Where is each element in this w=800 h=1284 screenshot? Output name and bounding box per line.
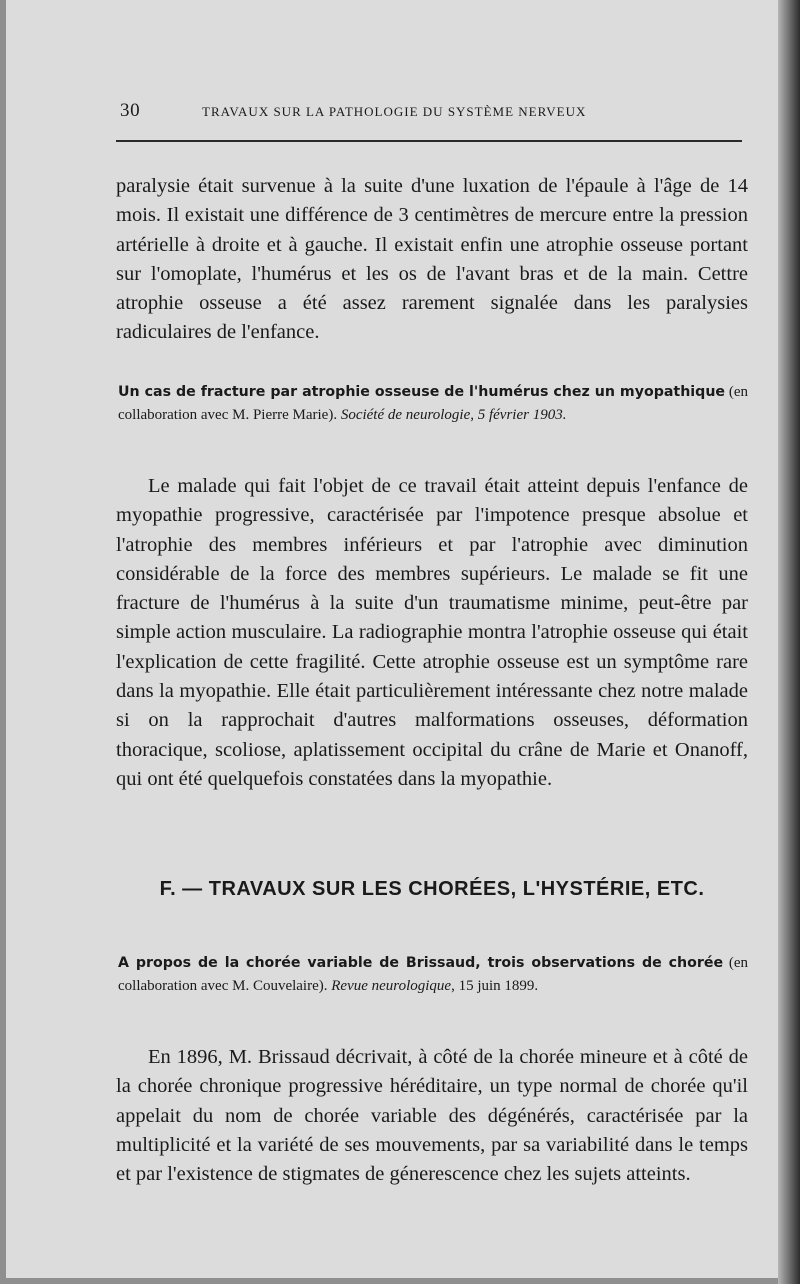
- page-header: [116, 100, 756, 122]
- running-title: TRAVAUX SUR LA PATHOLOGIE DU SYSTÈME NERVEUX: [202, 104, 587, 119]
- reference-1-journal: Société de neurologie: [340, 407, 471, 423]
- book-page: [6, 0, 778, 1278]
- header-rule: [116, 140, 742, 142]
- page-edge-shadow: [778, 0, 800, 1284]
- reference-1: [118, 381, 748, 427]
- paragraph-2: Le malade qui fait l'objet de ce travail était atteint depuis l'enfance de myopathie progressive, caractérisée par l'impotence presque absolue et l'atrophie des membres inférieurs et par l'atrophie avec diminution considérable de la force des membres supérieurs. Le malade se fit une fracture de l'humérus à la suite d'un traumatisme minime, peut-être par simple action musculaire. La radiographie montra l'atrophie osseuse qui était l'explication de cette fragilité. Cette atrophie osseuse est un symptôme rare dans la myopathie. Elle était particulièrement intéressante chez notre malade si on la rapprochait d'autres malformations osseuses, déformation thoracique, scoliose, aplatissement occipital du crâne de Marie et Onanoff, qui ont été quelquefois constatées dans la myopathie.: [116, 475, 748, 790]
- paragraph-3: En 1896, M. Brissaud décrivait, à côté de la chorée mineure et à côté de la chorée chronique progressive héréditaire, un type normal de chorée qu'il appelait du nom de chorée variable des dégénérés, caractérisée par la multiplicité et la variété de ses mouvements, par sa variabilité dans le temps et par l'existence de stigmates de génerescence chez les sujets atteints.: [116, 1046, 748, 1186]
- reference-1-collab: (en collaboration avec M. Pierre Marie).: [118, 384, 749, 423]
- reference-2-title: A propos de la chorée variable de Brissaud, trois observations de chorée: [118, 955, 724, 971]
- paragraph-1: paralysie était survenue à la suite d'une luxation de l'épaule à l'âge de 14 mois. Il existait une différence de 3 centimètres de mercure entre la pression artérielle à droite et à gauche. Il existait enfin une atrophie osseuse portant sur l'omoplate, l'humérus et les os de l'avant bras et de la main. Cettre atrophie osseuse a été assez rarement signalée dans les paralysies radiculaires de l'enfance.: [116, 175, 748, 344]
- page-number: 30: [120, 100, 141, 121]
- reference-2-date: , 15 juin 1899.: [451, 978, 539, 994]
- section-heading: F. — TRAVAUX SUR LES CHORÉES, L'HYSTÉRIE, ETC.: [159, 878, 705, 900]
- reference-1-date: , 5 février 1903.: [470, 407, 567, 423]
- reference-2-collab: (en collaboration avec M. Couvelaire).: [118, 955, 748, 994]
- reference-2-journal: Revue neurologique: [331, 978, 452, 994]
- reference-1-title: Un cas de fracture par atrophie osseuse de l'humérus chez un myopathique: [118, 384, 726, 400]
- reference-2: [118, 952, 748, 998]
